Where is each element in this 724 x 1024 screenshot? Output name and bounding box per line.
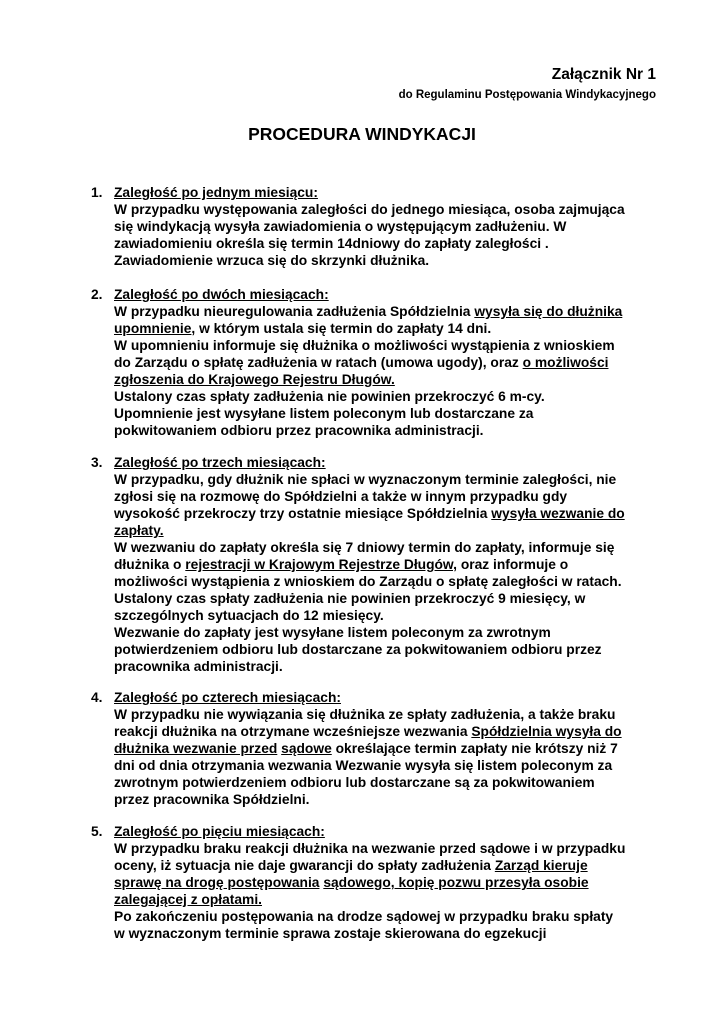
- text-line: [114, 303, 691, 320]
- text-line: [114, 218, 691, 235]
- text-line: [114, 658, 691, 675]
- text-line: [114, 774, 691, 791]
- text-line: [114, 706, 691, 723]
- text-line: [114, 791, 691, 808]
- text-line: [114, 740, 691, 757]
- text-segment: W upomnieniu informuje się dłużnika o możliwości wystąpienia z wnioskiem: [114, 338, 615, 353]
- underlined-text: o możliwości: [522, 355, 609, 370]
- section-body: [114, 286, 691, 439]
- section-heading: Zaległość po pięciu miesiącach:: [114, 824, 325, 839]
- text-segment: do Zarządu o spłatę zadłużenia w ratach (umowa ugody), oraz: [114, 355, 523, 370]
- underlined-text: zgłoszenia do Krajowego Rejestru Długów.: [114, 372, 395, 387]
- text-segment: Po zakończeniu postępowania na drodze sądowej w przypadku braku spłaty: [114, 909, 614, 924]
- text-line: [114, 723, 691, 740]
- text-line: [114, 573, 691, 590]
- text-segment: , w którym ustala się termin do zapłaty 14 dni.: [191, 321, 492, 336]
- text-segment: zgłosi się na rozmowę do Spółdzielni a także w innym przypadku gdy: [114, 489, 568, 504]
- underlined-text: sądowe: [281, 741, 332, 756]
- underlined-text: zalegającej z opłatami.: [114, 892, 262, 907]
- text-segment: możliwości wystąpienia z wnioskiem do Zarządu o spłatę zaległości w ratach.: [114, 574, 622, 589]
- underlined-text: zapłaty.: [114, 523, 164, 538]
- section-number: 4.: [91, 690, 103, 705]
- section-heading: Zaległość po jednym miesiącu:: [114, 185, 318, 200]
- section-number: 1.: [91, 185, 103, 200]
- text-segment: wysokość przekroczy trzy ostatnie miesiące Spółdzielnia: [114, 506, 492, 521]
- text-line: [114, 252, 691, 269]
- text-segment: Upomnienie jest wysyłane listem poleconym lub dostarczane za: [114, 406, 534, 421]
- text-line: [114, 354, 691, 371]
- text-line: [114, 757, 691, 774]
- text-segment: przez pracownika Spółdzielni.: [114, 792, 310, 807]
- text-line: [114, 422, 691, 439]
- text-line: [114, 624, 691, 641]
- section-number: 5.: [91, 824, 103, 839]
- text-line: [114, 505, 691, 522]
- text-line: [114, 840, 691, 857]
- text-line: [114, 590, 691, 607]
- section-number: 2.: [91, 287, 103, 302]
- text-segment: W przypadku nie wywiązania się dłużnika ze spłaty zadłużenia, a także braku: [114, 707, 616, 722]
- text-line: [114, 371, 691, 388]
- section-heading: Zaległość po dwóch miesiącach:: [114, 287, 329, 302]
- text-segment: W przypadku nieuregulowania zadłużenia Spółdzielnia: [114, 304, 475, 319]
- section-heading: Zaległość po czterech miesiącach:: [114, 690, 341, 705]
- text-line: [114, 388, 691, 405]
- text-line: [114, 320, 691, 337]
- text-line: [114, 607, 691, 624]
- annex-title: Załącznik Nr 1: [551, 66, 656, 83]
- text-segment: W przypadku braku reakcji dłużnika na wezwanie przed sądowe i w przypadku: [114, 841, 626, 856]
- text-segment: reakcji dłużnika na otrzymane wcześniejsze wezwania: [114, 724, 472, 739]
- text-line: [114, 405, 691, 422]
- text-line: [114, 891, 691, 908]
- section-body: [114, 689, 691, 808]
- text-segment: zwrotnym potwierdzeniem odbioru lub dostarczane są za pokwitowaniem: [114, 775, 595, 790]
- text-segment: pracownika administracji.: [114, 659, 283, 674]
- text-segment: Ustalony czas spłaty zadłużenia nie powinien przekroczyć 6 m-cy.: [114, 389, 545, 404]
- underlined-text: dłużnika wezwanie przed: [114, 741, 278, 756]
- text-line: [114, 488, 691, 505]
- text-segment: oraz informuje o: [456, 557, 569, 572]
- text-segment: dni od dnia otrzymania wezwania Wezwanie wysyła się listem poleconym za: [114, 758, 613, 773]
- underlined-text: sądowego, kopię pozwu przesyła osobie: [323, 875, 589, 890]
- text-line: [114, 908, 691, 925]
- text-segment: określające termin zapłaty nie krótszy niż 7: [331, 741, 618, 756]
- underlined-text: rejestracji w Krajowym Rejestrze Długów,: [185, 557, 457, 572]
- text-line: [114, 857, 691, 874]
- text-line: [114, 874, 691, 891]
- text-segment: oceny, iż sytuacja nie daje gwarancji do spłaty zadłużenia: [114, 858, 495, 873]
- document-title: PROCEDURA WINDYKACJI: [248, 124, 476, 144]
- text-line: [114, 337, 691, 354]
- text-segment: W przypadku, gdy dłużnik nie spłaci w wyznaczonym terminie zaległości, nie: [114, 472, 617, 487]
- text-line: [114, 471, 691, 488]
- text-line: [114, 641, 691, 658]
- text-segment: potwierdzeniem odbioru lub dostarczane za pokwitowaniem odbioru przez: [114, 642, 602, 657]
- section-body: [114, 823, 691, 942]
- text-segment: W przypadku występowania zaległości do jednego miesiąca, osoba zajmująca: [114, 202, 625, 217]
- underlined-text: Spółdzielnia wysyła do: [471, 724, 622, 739]
- text-segment: Wezwanie do zapłaty jest wysyłane listem poleconym za zwrotnym: [114, 625, 551, 640]
- annex-subtitle: do Regulaminu Postępowania Windykacyjnego: [398, 89, 656, 101]
- text-segment: szczególnych sytuacjach do 12 miesięcy.: [114, 608, 384, 623]
- text-segment: w wyznaczonym terminie sprawa zostaje skierowana do egzekucji: [114, 926, 547, 941]
- text-line: [114, 235, 691, 252]
- text-segment: Zawiadomienie wrzuca się do skrzynki dłużnika.: [114, 253, 430, 268]
- text-segment: Ustalony czas spłaty zadłużenia nie powinien przekroczyć 9 miesięcy, w: [114, 591, 586, 606]
- underlined-text: Zarząd kieruje: [494, 858, 588, 873]
- text-line: [114, 556, 691, 573]
- text-segment: się windykacją wysyła zawiadomienia o występującym zadłużeniu. W: [114, 219, 567, 234]
- text-line: [114, 925, 691, 942]
- text-segment: W wezwaniu do zapłaty określa się 7 dniowy termin do zapłaty, informuje się: [114, 540, 615, 555]
- text-line: [114, 539, 691, 556]
- text-segment: zawiadomieniu określa się termin 14dniowy do zapłaty zaległości .: [114, 236, 549, 251]
- text-segment: dłużnika o: [114, 557, 186, 572]
- underlined-text: upomnienie: [114, 321, 192, 336]
- section-body: [114, 184, 691, 269]
- section-number: 3.: [91, 455, 103, 470]
- underlined-text: sprawę na drogę postępowania: [114, 875, 320, 890]
- text-line: [114, 201, 691, 218]
- text-segment: pokwitowaniem odbioru przez pracownika administracji.: [114, 423, 484, 438]
- underlined-text: wysyła wezwanie do: [491, 506, 625, 521]
- section-heading: Zaległość po trzech miesiącach:: [114, 455, 326, 470]
- underlined-text: wysyła się do dłużnika: [474, 304, 623, 319]
- text-line: [114, 522, 691, 539]
- section-body: [114, 454, 691, 675]
